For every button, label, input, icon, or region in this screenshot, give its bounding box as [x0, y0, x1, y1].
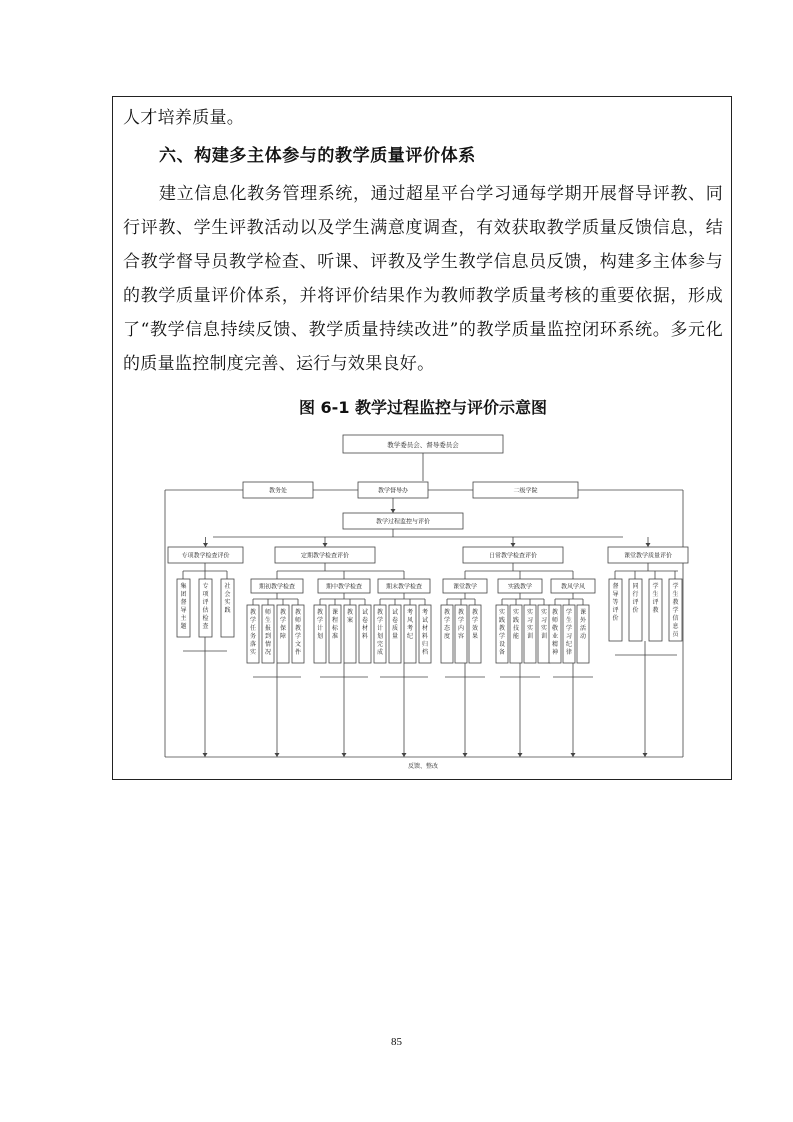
paragraph-continuation: 人才培养质量。	[123, 108, 245, 128]
periodic-item-2-2: 课程标准	[331, 609, 339, 640]
top-committee: 教学委员会、督导委员会	[387, 440, 459, 449]
special-item-2: 专项评估检查	[202, 583, 209, 630]
periodic-item-3-1: 教学计划完成	[376, 609, 384, 656]
flow-diagram	[153, 427, 693, 772]
section-heading: 六、构建多主体参与的教学质量评价体系	[159, 146, 476, 166]
daily-item-2-3: 实习实训	[526, 609, 534, 640]
category-1: 专项教学检查评价	[181, 552, 230, 560]
arrowhead	[646, 543, 651, 547]
daily-group-2: 实践教学	[507, 583, 533, 591]
class-item-1: 督导等评价	[612, 583, 619, 622]
periodic-item-3-4: 考试材料归档	[421, 609, 429, 656]
class-item-3: 学生评教	[652, 583, 659, 614]
category-4: 课堂教学质量评价	[623, 552, 673, 560]
secondary-college: 二级学院	[513, 487, 538, 495]
feedback-label: 反馈、整改	[407, 763, 439, 770]
page-number: 85	[391, 1036, 402, 1048]
arrowhead	[342, 753, 347, 757]
periodic-item-1-4: 教师教学文件	[294, 609, 302, 656]
daily-item-3-1: 教师敬业精神	[551, 609, 559, 656]
daily-item-3-3: 课外活动	[579, 609, 587, 640]
arrowhead	[391, 509, 396, 513]
arrowhead	[511, 543, 516, 547]
arrowhead	[402, 753, 407, 757]
academic-affairs-office: 教务处	[268, 487, 288, 495]
daily-item-1-1: 教学态度	[443, 609, 451, 640]
category-3: 日常教学检查评价	[488, 552, 538, 560]
special-item-3: 社会实践	[224, 583, 231, 614]
periodic-group-2: 期中教学检查	[325, 583, 363, 591]
periodic-item-3-3: 考风考纪	[406, 609, 414, 640]
periodic-item-2-4: 试卷材料	[361, 609, 369, 640]
periodic-item-2-3: 教案	[346, 609, 354, 624]
daily-group-1: 课堂教学	[452, 583, 478, 591]
daily-item-3-2: 学生学习纪律	[565, 609, 573, 656]
arrowhead	[643, 753, 648, 757]
process-monitoring: 教学过程监控与评价	[375, 518, 431, 526]
periodic-item-1-3: 教学保障	[279, 609, 287, 640]
periodic-item-1-1: 教学任务落实	[249, 609, 257, 656]
daily-item-2-1: 实践教学设备	[498, 609, 506, 656]
paragraph-main: 建立信息化教务管理系统，通过超星平台学习通每学期开展督导评教、同行评教、学生评教活动以及学生满意度调查，有效获取教学质量反馈信息，结合教学督导员教学检查、听课、评教及学生教学信息员反馈，构建多主体参与的教学质量评价体系，并将评价结果作为教师教学质量考核的重要依据，形成了“教学信息持续反馈、教学质量持续改进”的教学质量监控闭环系统。多元化的质量监控制度完善、运行与效果良好。	[123, 184, 723, 374]
arrowhead	[518, 753, 523, 757]
periodic-group-3: 期末教学检查	[385, 583, 423, 591]
arrowhead	[203, 543, 208, 547]
arrowhead	[203, 753, 208, 757]
periodic-group-1: 期初教学检查	[258, 583, 296, 591]
arrowhead	[323, 543, 328, 547]
arrowhead	[275, 753, 280, 757]
daily-item-2-4: 实习实训	[540, 609, 548, 640]
figure-title: 图 6-1 教学过程监控与评价示意图	[298, 398, 548, 417]
supervision-office: 教学督导办	[377, 487, 409, 495]
daily-item-1-3: 教学效果	[471, 609, 479, 640]
periodic-item-2-1: 教学计划	[316, 609, 324, 640]
arrowhead	[463, 753, 468, 757]
flow-diagram-svg	[153, 427, 693, 772]
daily-group-3: 教风学风	[560, 583, 586, 591]
class-item-4: 学生教学信息员	[672, 583, 679, 638]
category-2: 定期教学检查评价	[300, 552, 350, 560]
content-frame	[112, 96, 732, 780]
daily-item-2-2: 实践技能	[512, 609, 520, 640]
arrowhead	[571, 753, 576, 757]
periodic-item-3-2: 试卷质量	[391, 609, 399, 640]
class-item-2: 同行评价	[632, 583, 639, 614]
special-item-1: 集团督导主题	[180, 583, 187, 630]
periodic-item-1-2: 师生报到情况	[264, 609, 272, 656]
daily-item-1-2: 教学内容	[457, 609, 465, 640]
